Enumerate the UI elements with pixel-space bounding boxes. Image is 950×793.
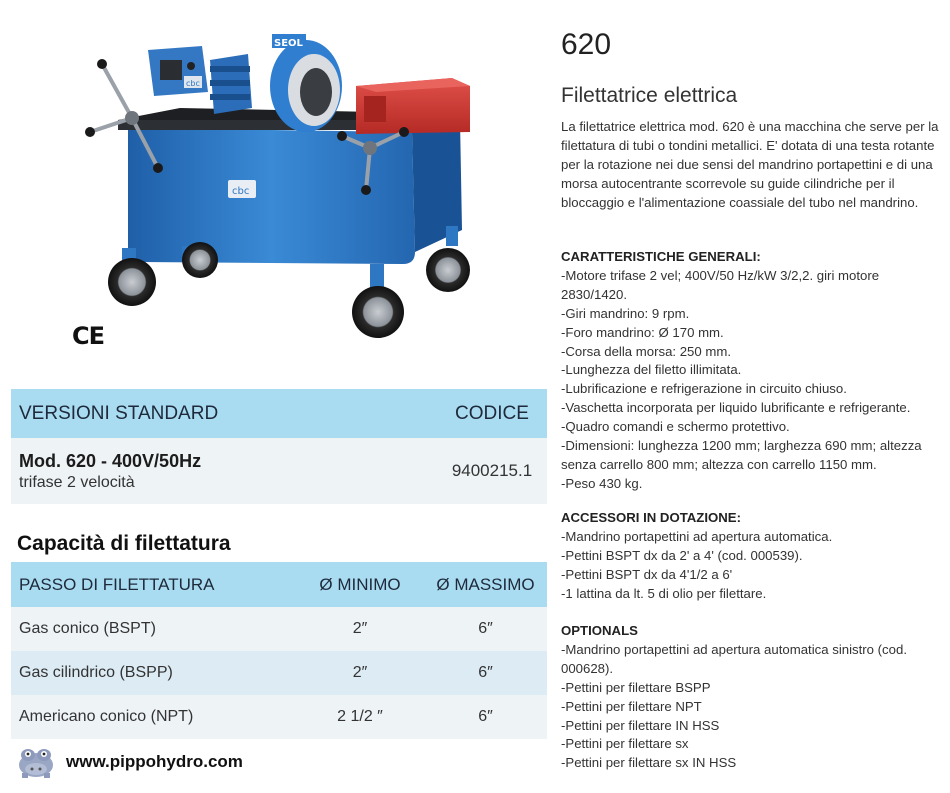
table-row <box>11 607 547 651</box>
product-subtitle: Filettatrice elettrica <box>561 84 738 107</box>
min-diameter: 2 1/2 ″ <box>337 708 383 725</box>
motor-badge-text: SEOL <box>274 38 303 49</box>
thread-type: Gas conico (BSPT) <box>19 620 156 637</box>
min-diameter: 2″ <box>352 620 368 637</box>
model-number: 620 <box>561 28 612 61</box>
list-item: -Lunghezza del filetto illimitata. <box>561 362 742 378</box>
thread-type-header: PASSO DI FILETTATURA <box>19 574 215 594</box>
min-diameter-header: Ø MINIMO <box>319 574 401 594</box>
footer <box>14 744 243 780</box>
max-diameter: 6″ <box>478 708 493 725</box>
website-link[interactable]: www.pippohydro.com <box>66 752 243 771</box>
list-item: -Giri mandrino: 9 rpm. <box>561 305 690 321</box>
list-item: -1 lattina da lt. 5 di olio per filettare. <box>561 585 767 601</box>
table-row <box>11 695 547 739</box>
list-item: -Pettini per filettare NPT <box>561 698 702 714</box>
version-code: 9400215.1 <box>451 461 533 480</box>
ce-mark: CE <box>72 322 105 350</box>
list-item: -Pettini BSPT dx da 2' a 4' (cod. 000539). <box>561 547 803 563</box>
list-item: -Mandrino portapettini ad apertura automatica. <box>561 528 833 544</box>
list-item: -Pettini per filettare BSPP <box>561 679 711 695</box>
list-item: -Dimensioni: lunghezza 1200 mm; larghezza 690 mm; altezza senza carrello 800 mm; altezza con carrello 1150 mm. <box>561 438 922 472</box>
version-cell <box>11 438 437 504</box>
capacity-table <box>11 562 547 739</box>
svg-text:cbc: cbc <box>186 79 200 88</box>
thread-type: Americano conico (NPT) <box>19 708 194 725</box>
optionals-section <box>561 622 946 773</box>
max-diameter: 6″ <box>478 620 493 637</box>
optionals-heading: OPTIONALS <box>561 623 638 638</box>
code-header-label: CODICE <box>455 402 529 424</box>
general-features-section <box>561 248 946 494</box>
list-item: -Quadro comandi e schermo protettivo. <box>561 419 790 435</box>
version-name: Mod. 620 - 400V/50Hz <box>19 450 202 471</box>
list-item: -Motore trifase 2 vel; 400V/50 Hz/kW 3/2,2. giri motore 2830/1420. <box>561 267 880 302</box>
list-item: -Pettini per filettare sx <box>561 736 689 752</box>
product-description: La filettatrice elettrica mod. 620 è una macchina che serve per la filettatura di tubi o tondini metallici. E' dotata di una testa rotante per la rotazione nei due sensi del mandrino portapettini e di una morsa autocentrante scorrevole su guide cilindriche per il bloccaggio e l'alimentazione coassiale del tubo nel mandrino. <box>561 119 939 210</box>
versions-row <box>11 438 547 504</box>
max-diameter-header: Ø MASSIMO <box>436 574 535 594</box>
versions-table <box>11 389 547 504</box>
brand-plate-text: cbc <box>232 186 250 197</box>
list-item: -Corsa della morsa: 250 mm. <box>561 343 732 359</box>
thread-type: Gas cilindrico (BSPP) <box>19 664 173 681</box>
list-item: -Peso 430 kg. <box>561 475 643 491</box>
list-item: -Foro mandrino: Ø 170 mm. <box>561 324 724 340</box>
list-item: -Pettini per filettare sx IN HSS <box>561 755 737 771</box>
list-item: -Mandrino portapettini ad apertura automatica sinistro (cod. 000628). <box>561 641 907 676</box>
min-diameter: 2″ <box>352 664 368 681</box>
versions-header-label: VERSIONI STANDARD <box>19 402 219 424</box>
list-item: -Vaschetta incorporata per liquido lubrificante e refrigerante. <box>561 400 911 416</box>
table-row <box>11 651 547 695</box>
list-item: -Pettini per filettare IN HSS <box>561 717 720 733</box>
version-description: trifase 2 velocità <box>19 473 135 491</box>
accessories-heading: ACCESSORI IN DOTAZIONE: <box>561 510 741 525</box>
versions-header-row <box>11 389 547 438</box>
machine-image <box>60 20 500 360</box>
capacity-title: Capacità di filettatura <box>17 532 231 555</box>
list-item: -Lubrificazione e refrigerazione in circuito chiuso. <box>561 381 847 397</box>
general-features-heading: CARATTERISTICHE GENERALI: <box>561 249 761 264</box>
capacity-header-row <box>11 562 547 607</box>
hippo-logo-icon <box>14 745 58 779</box>
list-item: -Pettini BSPT dx da 4'1/2 a 6' <box>561 566 733 582</box>
max-diameter: 6″ <box>478 664 493 681</box>
accessories-section <box>561 509 946 604</box>
